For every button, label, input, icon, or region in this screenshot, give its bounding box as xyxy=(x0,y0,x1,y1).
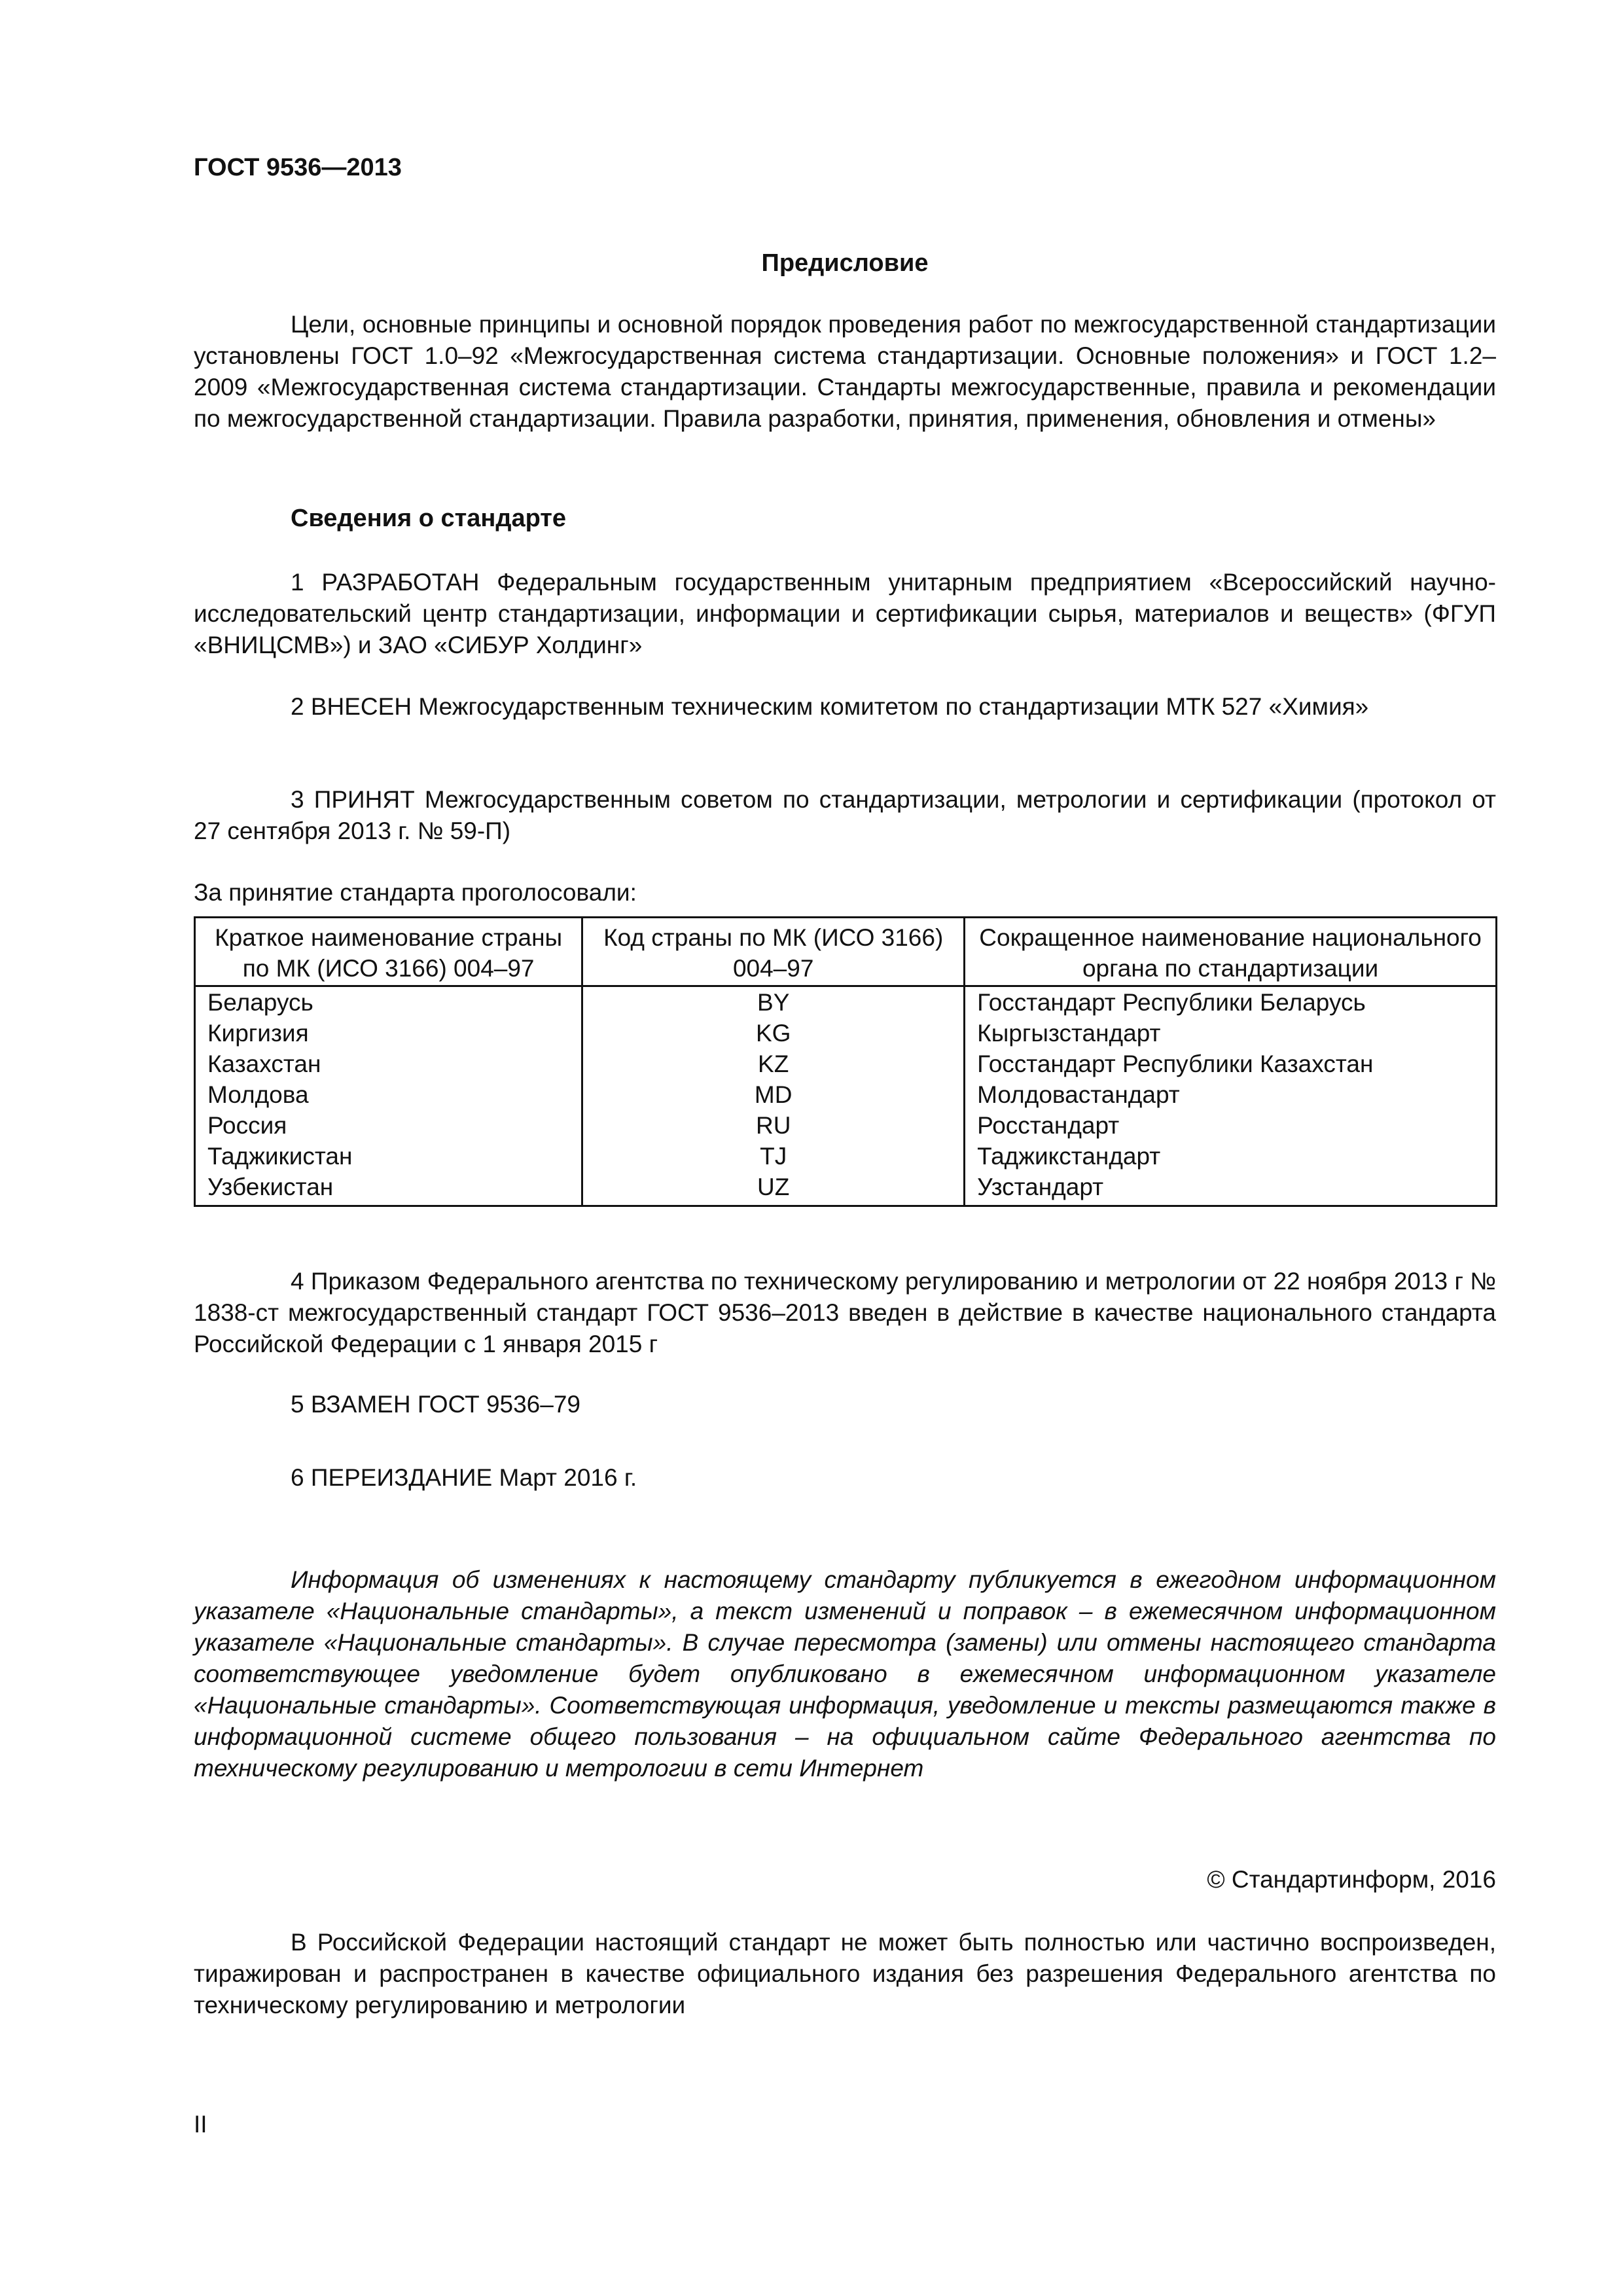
item-developed: 1 РАЗРАБОТАН Федеральным государственным унитарным предприятием «Всероссийский научно-исследовательский центр стандартизации, информации и сертификации сырья, материалов и веществ» (ФГУП «ВНИЦСМВ») и ЗАО «СИБУР Холдинг» xyxy=(194,569,1496,658)
country-name: Узбекистан xyxy=(195,1172,582,1206)
standards-body: Молдовастандарт xyxy=(965,1079,1497,1110)
country-name: Молдова xyxy=(195,1079,582,1110)
standards-body: Узстандарт xyxy=(965,1172,1497,1206)
table-row xyxy=(195,1049,1497,1079)
column-header-body: Сокращенное наименование национального органа по стандартизации xyxy=(965,918,1497,986)
preface-text: Цели, основные принципы и основной порядок проведения работ по межгосударственной стандартизации установлены ГОСТ 1.0‒92 «Межгосударственная система стандартизации. Основные положения» и ГОСТ 1.2‒2009 «Межгосударственная система стандартизации. Стандарты межгосударственные, правила и рекомендации по межгосударственной стандартизации. Правила разработки, принятия, применения, обновления и отмены» xyxy=(194,311,1496,432)
table-row xyxy=(195,1141,1497,1172)
column-header-code: Код страны по МК (ИСО 3166) 004‒97 xyxy=(582,918,965,986)
country-code: KZ xyxy=(582,1049,965,1079)
item-order: 4 Приказом Федерального агентства по техническому регулированию и метрологии от 22 ноября 2013 г № 1838-ст межгосударственный стандарт ГОСТ 9536–2013 введен в действие в качестве национального стандарта Российской Федерации с 1 января 2015 г xyxy=(194,1268,1496,1357)
country-code: MD xyxy=(582,1079,965,1110)
standards-body: Кыргызстандарт xyxy=(965,1018,1497,1049)
item-replaces: 5 ВЗАМЕН ГОСТ 9536–79 xyxy=(291,1391,580,1418)
item-adopted: 3 ПРИНЯТ Межгосударственным советом по стандартизации, метрологии и сертификации (протокол от 27 сентября 2013 г. № 59-П) xyxy=(194,786,1496,844)
amendments-notice: Информация об изменениях к настоящему стандарту публикуется в ежегодном информационном указателе «Национальные стандарты», а текст изменений и поправок – в ежемесячном информационном указателе «Национальные стандарты». В случае пересмотра (замены) или отмены настоящего стандарта соответствующее уведомление будет опубликовано в ежемесячном информационном указателе «Национальные стандарты». Соответствующая информация, уведомление и тексты размещаются также в информационной системе общего пользования – на официальном сайте Федерального агентства по техническому регулированию и метрологии в сети Интернет xyxy=(194,1566,1496,1782)
country-name: Беларусь xyxy=(195,986,582,1018)
country-code: KG xyxy=(582,1018,965,1049)
standards-body: Госстандарт Республики Беларусь xyxy=(965,986,1497,1018)
table-row xyxy=(195,1079,1497,1110)
vote-intro: За принятие стандарта проголосовали: xyxy=(194,879,637,906)
table-row xyxy=(195,986,1497,1018)
voting-countries-table xyxy=(194,916,1497,1207)
preface-title: Предисловие xyxy=(761,249,929,277)
standards-body: Таджикстандарт xyxy=(965,1141,1497,1172)
rights-statement: В Российской Федерации настоящий стандарт не может быть полностью или частично воспроизведен, тиражирован и распространен в качестве официального издания без разрешения Федерального агентства по техническому регулированию и метрологии xyxy=(194,1929,1496,2018)
copyright-notice: © Стандартинформ, 2016 xyxy=(1207,1866,1496,1893)
standards-body: Росстандарт xyxy=(965,1110,1497,1141)
table-row xyxy=(195,1110,1497,1141)
table-row xyxy=(195,1172,1497,1206)
country-code: UZ xyxy=(582,1172,965,1206)
standards-body: Госстандарт Республики Казахстан xyxy=(965,1049,1497,1079)
document-header: ГОСТ 9536—2013 xyxy=(194,154,402,181)
page-number: II xyxy=(194,2111,207,2138)
item-submitted: 2 ВНЕСЕН Межгосударственным техническим комитетом по стандартизации МТК 527 «Химия» xyxy=(291,693,1369,720)
table-row xyxy=(195,1018,1497,1049)
country-name: Киргизия xyxy=(195,1018,582,1049)
country-name: Россия xyxy=(195,1110,582,1141)
country-code: BY xyxy=(582,986,965,1018)
country-name: Казахстан xyxy=(195,1049,582,1079)
country-name: Таджикистан xyxy=(195,1141,582,1172)
country-code: TJ xyxy=(582,1141,965,1172)
country-code: RU xyxy=(582,1110,965,1141)
table-header-row xyxy=(195,918,1497,986)
item-reissue: 6 ПЕРЕИЗДАНИЕ Март 2016 г. xyxy=(291,1464,637,1491)
column-header-country: Краткое наименование страны по МК (ИСО 3166) 004‒97 xyxy=(195,918,582,986)
standard-info-title: Сведения о стандарте xyxy=(291,505,567,532)
